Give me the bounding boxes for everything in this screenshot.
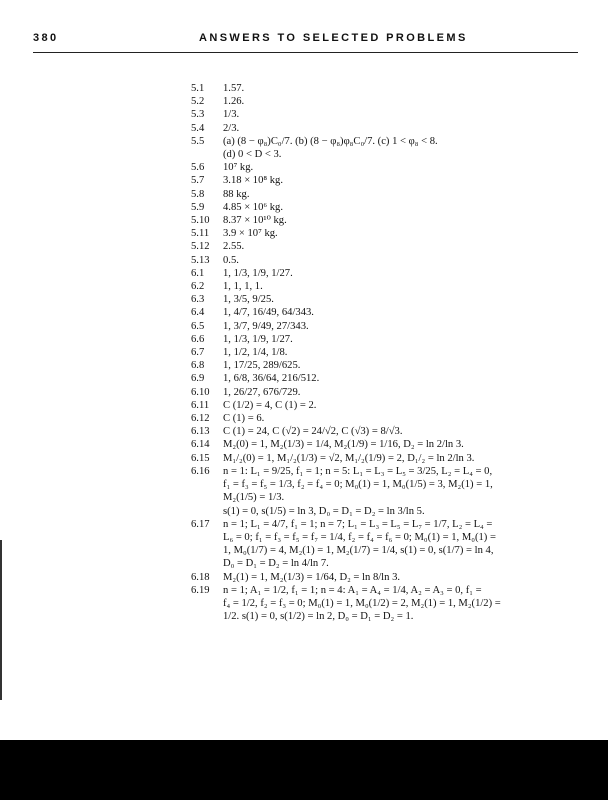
answer-text: 1, M₀(1/7) = 4, M₂(1) = 1, M₂(1/7) = 1/4, s(1) = 0, s(1/7) = ln 4, — [223, 545, 494, 557]
problem-number: 5.8 — [191, 188, 205, 200]
answer-text: (d) 0 < D < 3. — [223, 149, 282, 161]
answer-row — [191, 425, 591, 438]
answer-row — [191, 227, 591, 240]
answer-row — [191, 465, 591, 478]
answer-row — [191, 412, 591, 425]
problem-number: 6.12 — [191, 413, 210, 425]
answer-continuation-row — [191, 597, 591, 610]
answer-continuation-row — [191, 491, 591, 504]
problem-number: 5.13 — [191, 254, 210, 266]
problem-number: 6.11 — [191, 399, 210, 411]
answer-text: C (1) = 6. — [223, 413, 265, 425]
problem-number — [191, 478, 223, 491]
problem-number: 6.2 — [191, 281, 205, 293]
answer-row — [191, 372, 591, 385]
answer-row — [191, 214, 591, 227]
answer-row — [191, 584, 591, 597]
answer-row — [191, 346, 591, 359]
problem-number: 5.7 — [191, 175, 205, 187]
problem-number: 6.19 — [191, 584, 210, 596]
header-rule — [33, 52, 578, 53]
answer-text: M₂(1) = 1, M₂(1/3) = 1/64, D₂ = ln 8/ln 3. — [223, 571, 401, 583]
answer-row — [191, 399, 591, 412]
answer-row — [191, 108, 591, 121]
problem-number: 6.10 — [191, 386, 210, 398]
answer-text: C (1) = 24, C (√2) = 24/√2, C (√3) = 8/√3. — [223, 426, 403, 438]
problem-number — [191, 610, 223, 623]
problem-number — [191, 544, 223, 557]
answer-text: 0.5. — [223, 254, 239, 266]
answer-row — [191, 82, 591, 95]
answer-row — [191, 571, 591, 584]
problem-number: 6.13 — [191, 426, 210, 438]
answer-text: 1, 6/8, 36/64, 216/512. — [223, 373, 320, 385]
answer-continuation-row — [191, 531, 591, 544]
answer-text: 1.57. — [223, 83, 245, 94]
answer-continuation-row — [191, 610, 591, 623]
answer-continuation-row — [191, 505, 591, 518]
answer-row — [191, 518, 591, 531]
answer-text: M₁/₂(0) = 1, M₁/₂(1/3) = √2, M₁/₂(1/9) = 2, D₁/₂ = ln 2/ln 3. — [223, 452, 475, 464]
problem-number: 6.3 — [191, 294, 205, 306]
answer-row — [191, 122, 591, 135]
answer-row — [191, 320, 591, 333]
answer-text: 2.55. — [223, 241, 245, 253]
problem-number: 5.6 — [191, 162, 205, 174]
answer-text: 2/3. — [223, 122, 240, 134]
answer-text: 1, 26/27, 676/729. — [223, 386, 301, 398]
answer-text: 10⁷ kg. — [223, 162, 254, 174]
problem-number: 6.16 — [191, 465, 210, 477]
scan-edge-mark — [0, 540, 2, 700]
answer-text: 1.26. — [223, 96, 245, 108]
answer-row — [191, 188, 591, 201]
answer-text: 1/3. — [223, 109, 240, 121]
problem-number: 5.2 — [191, 96, 205, 108]
answer-text: (a) (8 − φ₈)C₀/7. (b) (8 − φ₈)φ₈C₀/7. (c) 1 < φ₈ < 8. — [223, 135, 438, 147]
answer-text: 3.9 × 10⁷ kg. — [223, 228, 278, 240]
problem-number: 5.4 — [191, 122, 205, 134]
answer-text: 1, 1/2, 1/4, 1/8. — [223, 347, 288, 359]
problem-number: 6.5 — [191, 320, 205, 332]
answer-row — [191, 306, 591, 319]
answer-row — [191, 174, 591, 187]
answer-text: 3.18 × 10⁸ kg. — [223, 175, 283, 187]
answer-text: 1, 3/7, 9/49, 27/343. — [223, 320, 309, 332]
problem-number: 6.18 — [191, 571, 210, 583]
problem-number: 6.7 — [191, 347, 205, 359]
problem-number — [191, 531, 223, 544]
answer-text: 1, 3/5, 9/25. — [223, 294, 274, 306]
answer-text: 88 kg. — [223, 188, 250, 200]
problem-number: 6.1 — [191, 267, 205, 279]
answer-text: 8.37 × 10¹⁰ kg. — [223, 215, 287, 227]
answer-row — [191, 201, 591, 214]
answer-continuation-row — [191, 148, 591, 161]
answer-row — [191, 280, 591, 293]
problem-number — [191, 148, 223, 161]
page-header — [33, 30, 578, 50]
problem-number: 6.15 — [191, 452, 210, 464]
answer-text: L₆ = 0; f₁ = f₃ = f₅ = f₇ = 1/4, f₂ = f₄ = f₆ = 0; M₀(1) = 1, M₀(1) = — [223, 531, 496, 543]
problem-number: 5.3 — [191, 109, 205, 121]
answer-text: n = 1; A₁ = 1/2, f₁ = 1; n = 4: A₁ = A₄ = 1/4, A₂ = A₃ = 0, f₁ = — [223, 584, 482, 596]
problem-number: 5.1 — [191, 83, 205, 94]
answer-text: M₂(0) = 1, M₂(1/3) = 1/4, M₂(1/9) = 1/16, D₂ = ln 2/ln 3. — [223, 439, 464, 451]
answer-text: C (1/2) = 4, C (1) = 2. — [223, 399, 317, 411]
problem-number: 5.10 — [191, 215, 210, 227]
answer-row — [191, 135, 591, 148]
answer-row — [191, 254, 591, 267]
problem-number: 5.12 — [191, 241, 210, 253]
answer-text: 1, 4/7, 16/49, 64/343. — [223, 307, 314, 319]
problem-number: 6.17 — [191, 518, 210, 530]
answer-row — [191, 267, 591, 280]
answer-text: 4.85 × 10⁶ kg. — [223, 201, 283, 213]
problem-number — [191, 505, 223, 518]
answer-text: f₄ = 1/2, f₂ = f₃ = 0; M₀(1) = 1, M₀(1/2) = 2, M₂(1) = 1, M₂(1/2) = — [223, 597, 501, 609]
answer-text: D₀ = D₁ = D₂ = ln 4/ln 7. — [223, 558, 329, 570]
problem-number — [191, 491, 223, 504]
answer-text: 1, 1, 1, 1. — [223, 281, 263, 293]
problem-number: 5.11 — [191, 228, 210, 240]
problem-number: 5.9 — [191, 201, 205, 213]
problem-number: 6.14 — [191, 439, 210, 451]
answer-row — [191, 359, 591, 372]
answer-text: n = 1; L₁ = 4/7, f₁ = 1; n = 7; L₁ = L₃ = L₅ = L₇ = 1/7, L₂ = L₄ = — [223, 518, 493, 530]
answer-row — [191, 438, 591, 451]
problem-number: 6.9 — [191, 373, 205, 385]
answer-row — [191, 333, 591, 346]
problem-number — [191, 597, 223, 610]
answer-text: n = 1: L₁ = 9/25, f₁ = 1; n = 5: L₁ = L₃ = L₅ = 3/25, L₂ = L₄ = 0, — [223, 465, 493, 477]
answer-continuation-row — [191, 557, 591, 570]
answer-row — [191, 161, 591, 174]
answer-row — [191, 95, 591, 108]
problem-number: 5.5 — [191, 135, 205, 147]
answer-row — [191, 293, 591, 306]
answer-text: f₁ = f₃ = f₅ = 1/3, f₂ = f₄ = 0; M₀(1) = 1, M₀(1/5) = 3, M₂(1) = 1, — [223, 479, 493, 491]
page-number: 380 — [33, 32, 59, 44]
answer-text: 1, 1/3, 1/9, 1/27. — [223, 333, 293, 345]
scan-bottom-bar — [0, 740, 608, 800]
answer-continuation-row — [191, 478, 591, 491]
problem-number — [191, 557, 223, 570]
answer-row — [191, 452, 591, 465]
answer-text: M₂(1/5) = 1/3. — [223, 492, 285, 504]
answer-continuation-row — [191, 544, 591, 557]
answer-row — [191, 386, 591, 399]
answer-text: 1, 17/25, 289/625. — [223, 360, 301, 372]
answer-text: s(1) = 0, s(1/5) = ln 3, D₀ = D₁ = D₂ = ln 3/ln 5. — [223, 505, 425, 517]
problem-number: 6.4 — [191, 307, 205, 319]
answer-list — [191, 82, 591, 623]
answer-text: 1, 1/3, 1/9, 1/27. — [223, 267, 293, 279]
answer-text: 1/2. s(1) = 0, s(1/2) = ln 2, D₀ = D₁ = D₂ = 1. — [223, 611, 414, 623]
running-title: ANSWERS TO SELECTED PROBLEMS — [199, 32, 468, 44]
answer-row — [191, 240, 591, 253]
problem-number: 6.6 — [191, 333, 205, 345]
problem-number: 6.8 — [191, 360, 205, 372]
